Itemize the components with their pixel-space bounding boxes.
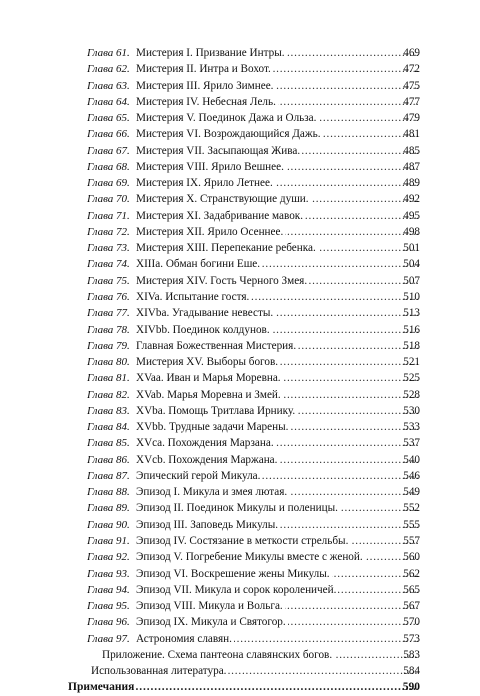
toc-entry [0, 370, 480, 386]
toc-entry [0, 419, 480, 435]
toc-entry [0, 191, 480, 207]
toc-entry-chapter: Глава 70. [87, 193, 130, 206]
toc-entry-chapter: Глава 67. [87, 144, 130, 157]
toc-entry-notes [0, 679, 480, 695]
toc-entry [0, 110, 480, 126]
toc-entry-title: XVba. Помощь Тритлава Ирнику. . . . [136, 403, 418, 419]
toc-entry-title: Мистерия XIV. Гость Черного Змея. . . . [136, 273, 418, 289]
toc-entry-title: Эпический герой Микула. . . . [136, 468, 418, 484]
toc-entry [0, 435, 480, 451]
toc-entry-page: 552 [403, 502, 420, 515]
toc-entry-chapter: Глава 71. [87, 209, 130, 222]
toc-entry-chapter: Глава 76. [87, 290, 130, 303]
toc-entry-chapter: Глава 87. [87, 469, 130, 482]
toc-entry-title: Эпизод I. Микула и змея лютая. . . . [136, 484, 418, 500]
toc-entry-title: Мистерия XV. Выборы богов. . . . [136, 354, 418, 370]
toc-entry [0, 78, 480, 94]
toc-entry-chapter: Глава 85. [87, 437, 130, 450]
toc-entry-title: XIVa. Испытание гостя. . . . [136, 289, 418, 305]
toc-entry [0, 126, 480, 142]
toc-entry [0, 305, 480, 321]
toc-entry-chapter: Глава 81. [87, 372, 130, 385]
toc-entry-title: Мистерия III. Ярило Зимнее. . . . [136, 78, 418, 94]
toc-entry-title: Мистерия VII. Засыпающая Жива. . . . [136, 143, 418, 159]
toc-entry-page: 540 [403, 453, 420, 466]
toc-entry [0, 598, 480, 614]
toc-entry [0, 45, 480, 61]
toc-entry-page: 495 [403, 209, 420, 222]
toc-entry-page: 525 [403, 372, 420, 385]
toc-entry-title: XVaa. Иван и Марья Моревна. . . . [136, 370, 418, 386]
toc-entry [0, 143, 480, 159]
toc-entry-chapter: Глава 79. [87, 339, 130, 352]
toc-entry [0, 403, 480, 419]
toc-entry-chapter: Глава 66. [87, 128, 130, 141]
toc-entry-title: Мистерия V. Поединок Дажа и Ольза. . . . [136, 110, 418, 126]
toc-entry-chapter: Глава 84. [87, 421, 130, 434]
toc-entry-page: 565 [403, 583, 420, 596]
toc-entry [0, 452, 480, 468]
toc-entry-title: Эпизод IX. Микула и Святогор. . . . [136, 614, 418, 630]
toc-entry-title: Приложение. Схема пантеона славянских богов. . . . [102, 647, 418, 663]
toc-entry-page: 521 [403, 356, 420, 369]
toc-entry-page: 472 [403, 63, 420, 76]
toc-entry-title: XIIIa. Обман богини Ешe. . . . [136, 256, 418, 272]
toc-entry-page: 570 [403, 616, 420, 629]
toc-entry-chapter: Глава 62. [87, 63, 130, 76]
toc-entry-page: 479 [403, 112, 420, 125]
toc-entry-chapter: Глава 68. [87, 160, 130, 173]
toc-entry-page: 516 [403, 323, 420, 336]
toc-entry [0, 224, 480, 240]
toc-entry-page: 546 [403, 469, 420, 482]
toc-entry-page: 477 [403, 95, 420, 108]
toc-entry-page: 504 [403, 258, 420, 271]
toc-entry-page: 537 [403, 437, 420, 450]
toc-entry-chapter: Глава 94. [87, 583, 130, 596]
toc-entry-title: Мистерия XIII. Перепекание ребенка. . . . [136, 240, 418, 256]
toc-entry-chapter: Глава 95. [87, 600, 130, 613]
toc-entry-chapter: Глава 64. [87, 95, 130, 108]
toc-entry-title: Эпизод VII. Микула и сорок короленичей. . . . [136, 582, 418, 598]
toc-entry-title: Эпизод VI. Воскрешение жены Микулы. . . . [136, 566, 418, 582]
toc-entry [0, 387, 480, 403]
toc-entry [0, 354, 480, 370]
toc-entry-title: Мистерия XI. Задабривание мавок. . . . [136, 208, 418, 224]
toc-entry-title: Главная Божественная Мистерия. . . . [136, 338, 418, 354]
toc-entry-title: XIVba. Угадывание невесты. . . . [136, 305, 418, 321]
toc-entry-title: XVab. Марья Моревна и Змей. . . . [136, 387, 418, 403]
toc-entry [0, 500, 480, 516]
toc-entry-chapter: Глава 96. [87, 616, 130, 629]
toc-entry-chapter: Глава 65. [87, 112, 130, 125]
toc-entry-title: Примечания . . . [68, 679, 418, 695]
toc-entry-page: 510 [403, 290, 420, 303]
toc-entry-page: 583 [403, 648, 420, 661]
toc-entry-page: 555 [403, 518, 420, 531]
toc-entry-title: Мистерия IX. Ярило Летнее. . . . [136, 175, 418, 191]
toc-entry [0, 484, 480, 500]
toc-entry-page: 518 [403, 339, 420, 352]
toc-entry-page: 487 [403, 160, 420, 173]
toc-entry-page: 549 [403, 486, 420, 499]
toc-entry [0, 322, 480, 338]
toc-entry-page: 557 [403, 534, 420, 547]
toc-entry [0, 159, 480, 175]
toc-entry-title: Мистерия IV. Небесная Лель. . . . [136, 94, 418, 110]
toc-entry-chapter: Глава 83. [87, 404, 130, 417]
toc-entry-page: 501 [403, 242, 420, 255]
toc-entry-page: 584 [403, 665, 420, 678]
toc-entry-title: Астрономия славян. . . . [136, 631, 418, 647]
toc-entry-chapter: Глава 77. [87, 307, 130, 320]
toc-entry-title: Мистерия VI. Возрождающийся Дажь. . . . [136, 126, 418, 142]
toc-entry-title: XVbb. Трудные задачи Марены. . . . [136, 419, 418, 435]
toc-entry [0, 614, 480, 630]
toc-entry [0, 289, 480, 305]
toc-entry-title: Использованная литература. . . . [91, 663, 418, 679]
toc-entry-title: Мистерия X. Странствующие души. . . . [136, 191, 418, 207]
toc-entry-page: 562 [403, 567, 420, 580]
toc-entry-page: 481 [403, 128, 420, 141]
toc-entry-title: Мистерия II. Интра и Вохот. . . . [136, 61, 418, 77]
toc-entry-title: Эпизод IV. Состязание в меткости стрельбы. . . . [136, 533, 418, 549]
toc-entry-page: 492 [403, 193, 420, 206]
toc-entry-literature [0, 663, 480, 679]
toc-entry-chapter: Глава 86. [87, 453, 130, 466]
toc-entry-title: Эпизод V. Погребение Микулы вместе с женой. . . . [136, 549, 418, 565]
toc-entry-chapter: Глава 69. [87, 177, 130, 190]
toc-entry-page: 528 [403, 388, 420, 401]
toc-entry-title: Эпизод VIII. Микула и Вольга. . . . [136, 598, 418, 614]
toc-entry-title: Эпизод III. Заповедь Микулы. . . . [136, 517, 418, 533]
toc-entry-page: 475 [403, 79, 420, 92]
toc-entry-chapter: Глава 92. [87, 551, 130, 564]
toc-entry [0, 273, 480, 289]
toc-entry-page: 573 [403, 632, 420, 645]
toc-entry [0, 533, 480, 549]
toc-entry-chapter: Глава 75. [87, 274, 130, 287]
toc-entry-chapter: Глава 91. [87, 534, 130, 547]
toc-entry-chapter: Глава 97. [87, 632, 130, 645]
toc-entry [0, 175, 480, 191]
toc-entry [0, 256, 480, 272]
toc-entry-title: Мистерия I. Призвание Интры. . . . [136, 45, 418, 61]
toc-entry-chapter: Глава 93. [87, 567, 130, 580]
toc-entry-page: 533 [403, 421, 420, 434]
toc-entry-chapter: Глава 78. [87, 323, 130, 336]
toc-entry-page: 513 [403, 307, 420, 320]
toc-entry-appendix [0, 647, 480, 663]
toc-entry [0, 517, 480, 533]
toc-entry-chapter: Глава 63. [87, 79, 130, 92]
toc-entry-chapter: Глава 73. [87, 242, 130, 255]
toc-entry [0, 240, 480, 256]
toc-entry-chapter: Глава 61. [87, 47, 130, 59]
toc-entry-chapter: Глава 89. [87, 502, 130, 515]
toc-entry [0, 94, 480, 110]
toc-entry-title: XIVbb. Поединок колдунов. . . . [136, 322, 418, 338]
toc-entry-title: XVcb. Похождения Маржана. . . . [136, 452, 418, 468]
toc-entry [0, 468, 480, 484]
toc-entry [0, 549, 480, 565]
toc-entry-page: 507 [403, 274, 420, 287]
toc-entry-chapter: Глава 72. [87, 225, 130, 238]
toc-entry-page: 567 [403, 600, 420, 613]
toc-entry-page: 489 [403, 177, 420, 190]
toc-entry-title: Эпизод II. Поединок Микулы и поленицы. . . . [136, 500, 418, 516]
toc-entry-page: 469 [403, 47, 420, 59]
table-of-contents [0, 45, 480, 696]
toc-entry [0, 582, 480, 598]
toc-entry-page: 485 [403, 144, 420, 157]
toc-entry-title: Мистерия VIII. Ярило Вешнее. . . . [136, 159, 418, 175]
toc-entry-page: 590 [402, 681, 420, 694]
toc-entry [0, 566, 480, 582]
toc-entry-title: XVca. Похождения Марзана. . . . [136, 435, 418, 451]
toc-entry-chapter: Глава 80. [87, 356, 130, 369]
toc-entry-chapter: Глава 88. [87, 486, 130, 499]
toc-entry-page: 530 [403, 404, 420, 417]
toc-entry-chapter: Глава 82. [87, 388, 130, 401]
toc-entry [0, 208, 480, 224]
toc-entry-chapter: Глава 90. [87, 518, 130, 531]
toc-entry [0, 338, 480, 354]
toc-entry-page: 498 [403, 225, 420, 238]
toc-entry-chapter: Глава 74. [87, 258, 130, 271]
toc-entry-page: 560 [403, 551, 420, 564]
toc-entry [0, 631, 480, 647]
toc-entry-title: Мистерия XII. Ярило Осеннее. . . . [136, 224, 418, 240]
toc-entry [0, 61, 480, 77]
